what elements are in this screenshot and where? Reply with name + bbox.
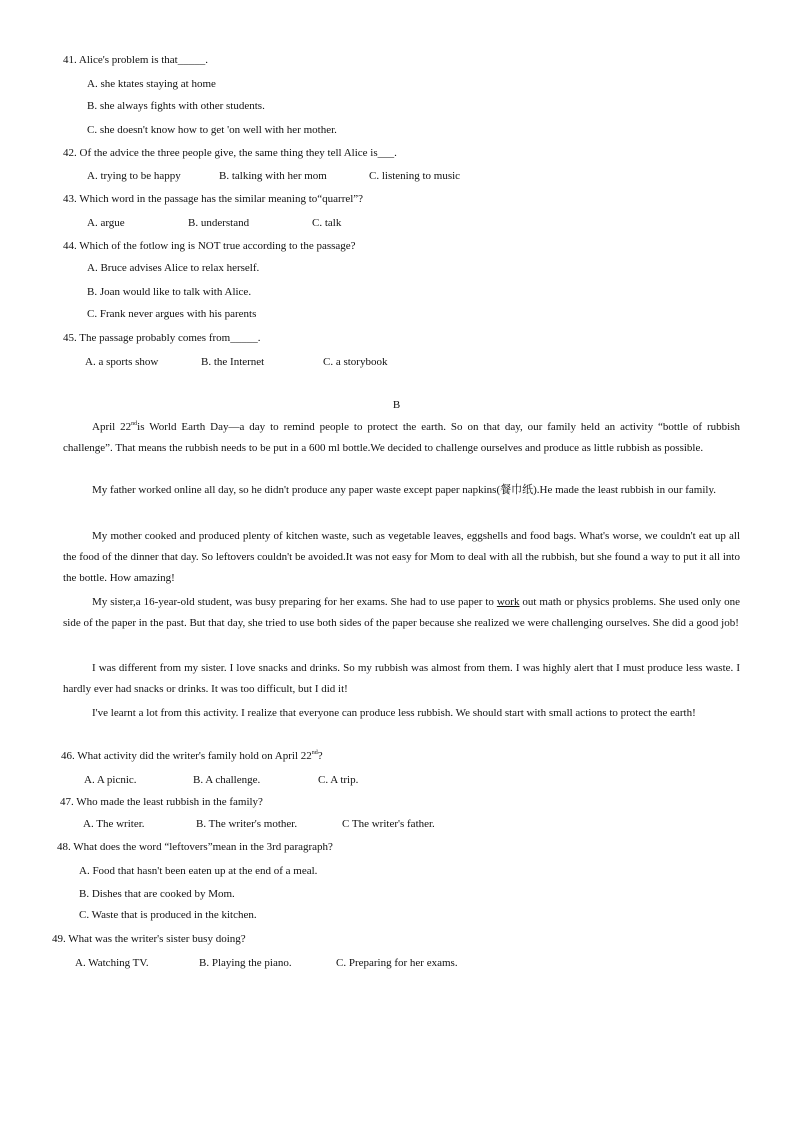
passage-paragraph-3: My mother cooked and produced plenty of kitchen waste, such as vegetable leaves, eggshells and food bags. What's worse, we couldn't eat up all the food of the dinner that day. So leftovers couldn't be avoided.It was not easy for Mom to deal with all the rubbish, but she found a way to put it all into the bottle. How amazing! xyxy=(63,530,740,584)
question-44-option-c: C. Frank never argues with his parents xyxy=(87,308,257,320)
passage-paragraph-5: I was different from my sister. I love snacks and drinks. So my rubbish was almost from them. I was highly alert that I must produce less waste. I hardly ever had snacks or drinks. It was too difficult, but I did it! xyxy=(63,662,740,695)
p1-pre: April 22 xyxy=(92,421,132,433)
question-45-option-b: B. the Internet xyxy=(201,356,265,368)
underlined-word-work: work xyxy=(496,596,520,608)
question-41-stem: 41. Alice's problem is that_____. xyxy=(63,54,208,66)
passage-paragraph-2: My father worked online all day, so he didn't produce any paper waste except paper napkins(餐巾纸).He made the least rubbish in our family. xyxy=(92,484,717,496)
question-47-option-a: A. The writer. xyxy=(83,818,145,830)
question-42-option-a: A. trying to be happy xyxy=(87,170,181,182)
question-49-option-b: B. Playing the piano. xyxy=(199,957,292,969)
question-44-option-b: B. Joan would like to talk with Alice. xyxy=(87,286,252,298)
p4-pre: My sister,a 16-year-old student, was busy preparing for her exams. She had to use paper to xyxy=(92,596,497,608)
question-49-option-a: A. Watching TV. xyxy=(75,957,149,969)
question-46-option-a: A. A picnic. xyxy=(84,774,137,786)
question-41-option-b: B. she always fights with other students. xyxy=(87,100,265,112)
q46-stem-post: ? xyxy=(317,750,323,762)
question-45-stem: 45. The passage probably comes from_____. xyxy=(63,332,261,344)
question-43-option-c: C. talk xyxy=(312,217,342,229)
question-45-option-a: A. a sports show xyxy=(85,356,159,368)
question-47-option-c: C The writer's father. xyxy=(342,818,435,830)
question-47-option-b: B. The writer's mother. xyxy=(196,818,298,830)
section-b-heading: B xyxy=(392,399,401,411)
passage-paragraph-4 xyxy=(63,592,740,634)
question-46-stem xyxy=(61,750,323,763)
question-46-option-b: B. A challenge. xyxy=(193,774,261,786)
p1-sup: nd xyxy=(131,421,138,427)
question-48-option-b: B. Dishes that are cooked by Mom. xyxy=(79,888,235,900)
question-46-option-c: C. A trip. xyxy=(318,774,359,786)
p1-post: is World Earth Day—a day to remind people to protect the earth. So on that day, our family held an activity “bottle of rubbish challenge”. That means the rubbish needs to be put in a 600 ml bottle.We decided to challenge ourselves and produce as little rubbish as possible. xyxy=(63,421,740,454)
question-44-option-a: A. Bruce advises Alice to relax herself. xyxy=(87,262,260,274)
question-42-stem: 42. Of the advice the three people give, the same thing they tell Alice is___. xyxy=(63,147,397,159)
question-41-option-c: C. she doesn't know how to get 'on well with her mother. xyxy=(87,124,337,136)
question-48-option-c: C. Waste that is produced in the kitchen. xyxy=(79,909,257,921)
q46-stem-pre: 46. What activity did the writer's family hold on April 22 xyxy=(61,750,312,762)
question-45-option-c: C. a storybook xyxy=(323,356,388,368)
question-42-option-b: B. talking with her mom xyxy=(219,170,327,182)
question-41-option-a: A. she ktates staying at home xyxy=(87,78,216,90)
question-48-option-a: A. Food that hasn't been eaten up at the end of a meal. xyxy=(79,865,318,877)
q46-stem-sup: nd xyxy=(311,750,318,756)
passage-paragraph-6: I've learnt a lot from this activity. I realize that everyone can produce less rubbish. We should start with small actions to protect the earth! xyxy=(92,707,696,719)
question-49-option-c: C. Preparing for her exams. xyxy=(336,957,458,969)
question-43-stem: 43. Which word in the passage has the similar meaning to“quarrel”? xyxy=(63,193,364,205)
p4-post: out math or physics problems. She used only one side of the paper in the past. But that day, she tried to use both sides of the paper because she realized we were challenging ourselves. She did a good job! xyxy=(63,596,740,629)
question-43-option-b: B. understand xyxy=(188,217,250,229)
question-43-option-a: A. argue xyxy=(87,217,125,229)
question-48-stem: 48. What does the word “leftovers”mean in the 3rd paragraph? xyxy=(57,841,333,853)
passage-paragraph-1 xyxy=(63,417,740,459)
question-49-stem: 49. What was the writer's sister busy doing? xyxy=(52,933,246,945)
question-47-stem: 47. Who made the least rubbish in the family? xyxy=(60,796,263,808)
question-44-stem: 44. Which of the fotlow ing is NOT true according to the passage? xyxy=(63,240,356,252)
question-42-option-c: C. listening to music xyxy=(369,170,461,182)
